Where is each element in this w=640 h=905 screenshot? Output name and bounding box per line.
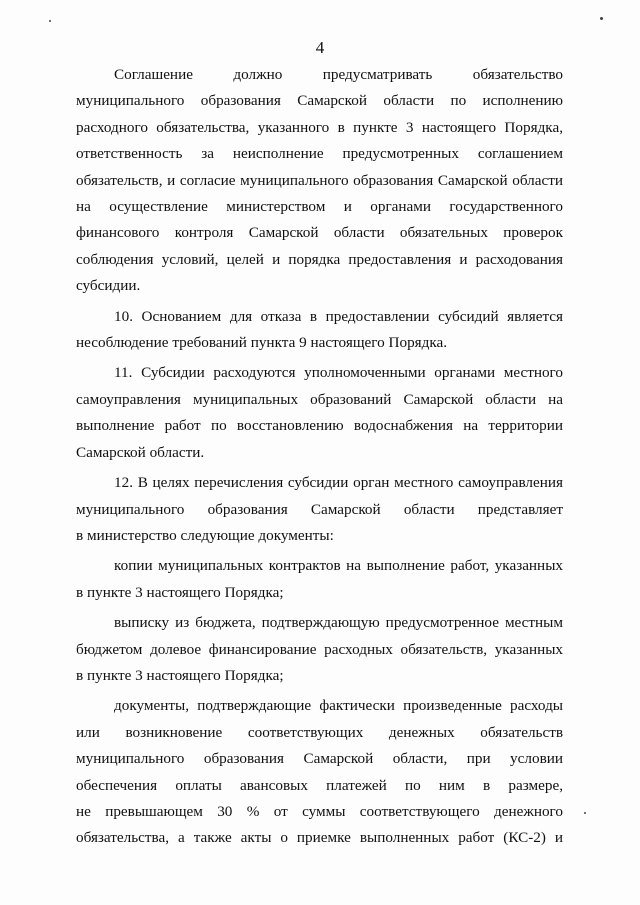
paragraph <box>76 62 563 300</box>
text-line: Соглашение должно предусматривать обязательство <box>114 66 563 83</box>
text-line: ответственность за неисполнение предусмотренных соглашением <box>76 145 563 163</box>
paragraph <box>76 610 563 689</box>
paragraph <box>76 693 563 851</box>
text-line: соблюдения условий, целей и порядка предоставления и расходования <box>76 250 563 268</box>
text-line: обеспечения оплаты авансовых платежей по ним в размере, <box>76 776 563 794</box>
paragraph <box>76 304 563 357</box>
scan-speck <box>49 20 51 22</box>
text-line: 12. В целях перечисления субсидии орган местного самоуправления <box>114 474 563 492</box>
text-line: несоблюдение требований пункта 9 настоящего Порядка. <box>76 334 448 352</box>
text-line: финансового контроля Самарской области обязательных проверок <box>76 224 563 242</box>
text-line: в министерство следующие документы: <box>76 526 334 544</box>
scan-speck <box>584 812 586 814</box>
paragraph <box>76 360 563 466</box>
text-line: 11. Субсидии расходуются уполномоченными органами местного <box>114 364 563 382</box>
text-line: муниципального образования Самарской области представляет <box>76 500 563 518</box>
paragraph <box>76 470 563 549</box>
text-line: 10. Основанием для отказа в предоставлении субсидий является <box>114 307 563 325</box>
text-line: в пункте 3 настоящего Порядка; <box>76 666 284 684</box>
text-line: выполнение работ по восстановлению водоснабжения на территории <box>76 417 563 435</box>
text-line: самоуправления муниципальных образований Самарской области на <box>76 390 563 408</box>
paragraph-container <box>76 62 563 852</box>
text-line: или возникновение соответствующих денежных обязательств <box>76 723 563 741</box>
text-line: на осуществление министерством и органами государственного <box>76 198 563 216</box>
text-line: муниципального образования Самарской области по исполнению <box>76 92 563 110</box>
text-line: документы, подтверждающие фактически произведенные расходы <box>114 697 563 715</box>
text-line: расходного обязательства, указанного в пункте 3 настоящего Порядка, <box>76 118 563 136</box>
text-line: в пункте 3 настоящего Порядка; <box>76 583 284 601</box>
text-line: Самарской области. <box>76 443 205 461</box>
text-line: обязательства, а также акты о приемке выполненных работ (КС-2) и <box>76 829 563 847</box>
text-line: субсидии. <box>76 277 141 295</box>
text-line: муниципального образования Самарской области, при условии <box>76 750 563 768</box>
page-number: 4 <box>315 38 325 57</box>
text-line: выписку из бюджета, подтверждающую предусмотренное местным <box>114 614 563 632</box>
scan-speck <box>600 17 603 20</box>
text-line: не превышающем 30 % от суммы соответствующего денежного <box>76 802 563 820</box>
paragraph <box>76 553 563 606</box>
document-body <box>76 62 563 852</box>
text-line: обязательств, и согласие муниципального образования Самарской области <box>76 171 563 189</box>
text-line: бюджетом долевое финансирование расходных обязательств, указанных <box>76 640 563 658</box>
text-line: копии муниципальных контрактов на выполнение работ, указанных <box>114 557 563 575</box>
